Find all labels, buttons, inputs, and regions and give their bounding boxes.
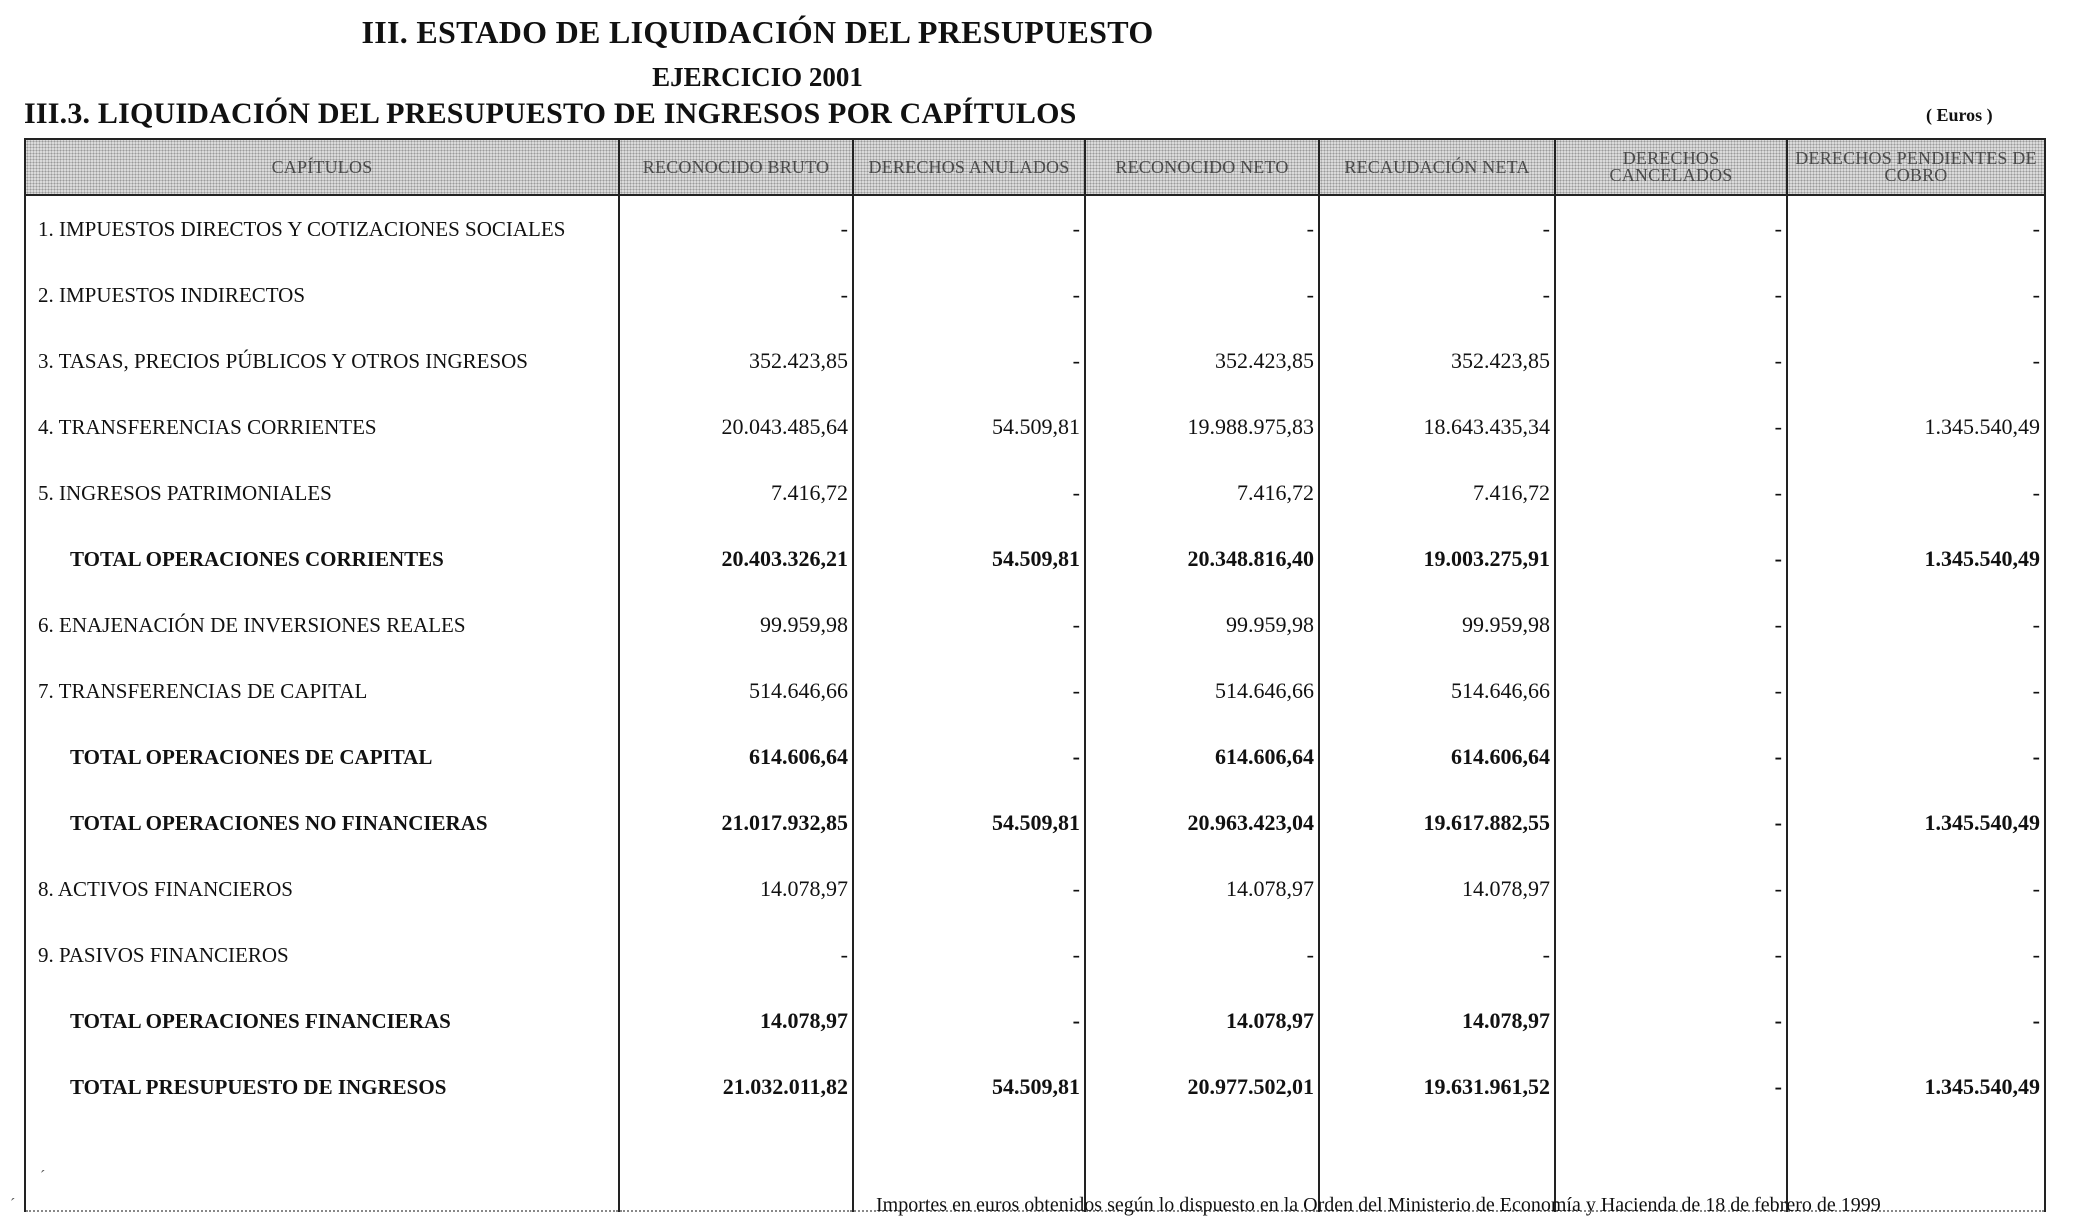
cell-reconocido-neto: 14.078,97 — [1085, 988, 1319, 1054]
table-row — [25, 856, 2045, 922]
cell-recaudacion-neta: 19.003.275,91 — [1319, 526, 1555, 592]
cell-reconocido-neto: 14.078,97 — [1085, 856, 1319, 922]
cell-reconocido-neto: 20.348.816,40 — [1085, 526, 1319, 592]
row-label: TOTAL OPERACIONES CORRIENTES — [25, 526, 619, 592]
cell-reconocido-bruto: - — [619, 922, 853, 988]
row-label: TOTAL OPERACIONES NO FINANCIERAS — [25, 790, 619, 856]
cell-derechos-anulados: - — [853, 592, 1085, 658]
cell-reconocido-neto: 352.423,85 — [1085, 328, 1319, 394]
cell-reconocido-bruto: 20.043.485,64 — [619, 394, 853, 460]
cell-derechos-cancelados: - — [1555, 724, 1787, 790]
cell-reconocido-neto: 20.977.502,01 — [1085, 1054, 1319, 1120]
cell-derechos-cancelados: - — [1555, 526, 1787, 592]
row-label: TOTAL OPERACIONES DE CAPITAL — [25, 724, 619, 790]
cell-reconocido-neto: 514.646,66 — [1085, 658, 1319, 724]
table-row — [25, 328, 2045, 394]
cell-derechos-pendientes: - — [1787, 460, 2045, 526]
cell-derechos-anulados: - — [853, 724, 1085, 790]
row-label: TOTAL PRESUPUESTO DE INGRESOS — [25, 1054, 619, 1120]
table-total-row — [25, 988, 2045, 1054]
cell-derechos-pendientes: - — [1787, 922, 2045, 988]
table-row — [25, 658, 2045, 724]
cell-reconocido-bruto: - — [619, 195, 853, 262]
cell-derechos-pendientes: - — [1787, 724, 2045, 790]
cell-derechos-anulados: - — [853, 922, 1085, 988]
row-label: TOTAL OPERACIONES FINANCIERAS — [25, 988, 619, 1054]
cell-derechos-anulados: - — [853, 195, 1085, 262]
cell-reconocido-bruto: 21.032.011,82 — [619, 1054, 853, 1120]
cell-derechos-pendientes: - — [1787, 195, 2045, 262]
cell-derechos-cancelados: - — [1555, 592, 1787, 658]
cell-derechos-anulados: 54.509,81 — [853, 1054, 1085, 1120]
cell-recaudacion-neta: 19.617.882,55 — [1319, 790, 1555, 856]
empty-cell — [25, 1120, 619, 1211]
cell-derechos-pendientes: - — [1787, 658, 2045, 724]
cell-recaudacion-neta: 614.606,64 — [1319, 724, 1555, 790]
cell-derechos-cancelados: - — [1555, 658, 1787, 724]
cell-reconocido-neto: - — [1085, 262, 1319, 328]
column-header-derechos-cancelados: DERECHOS CANCELADOS — [1555, 139, 1787, 195]
cell-derechos-cancelados: - — [1555, 195, 1787, 262]
table-row — [25, 394, 2045, 460]
table-total-row — [25, 526, 2045, 592]
row-label: 9. PASIVOS FINANCIEROS — [25, 922, 619, 988]
cell-derechos-pendientes: - — [1787, 592, 2045, 658]
cell-derechos-pendientes: 1.345.540,49 — [1787, 790, 2045, 856]
cell-derechos-anulados: - — [853, 856, 1085, 922]
cell-derechos-anulados: - — [853, 658, 1085, 724]
cell-reconocido-neto: 19.988.975,83 — [1085, 394, 1319, 460]
table-total-row — [25, 790, 2045, 856]
cell-recaudacion-neta: - — [1319, 195, 1555, 262]
cell-reconocido-bruto: 614.606,64 — [619, 724, 853, 790]
cell-reconocido-neto: - — [1085, 922, 1319, 988]
footnote: Importes en euros obtenidos según lo dispuesto en la Orden del Ministerio de Economía y Hacienda de 18 de febrero de 1999 — [876, 1194, 1881, 1216]
cell-derechos-anulados: - — [853, 988, 1085, 1054]
cell-derechos-anulados: - — [853, 262, 1085, 328]
cell-derechos-pendientes: 1.345.540,49 — [1787, 526, 2045, 592]
cell-reconocido-neto: 20.963.423,04 — [1085, 790, 1319, 856]
table-body — [25, 195, 2045, 1211]
table-row — [25, 922, 2045, 988]
cell-derechos-cancelados: - — [1555, 856, 1787, 922]
cell-derechos-pendientes: - — [1787, 856, 2045, 922]
cell-recaudacion-neta: 7.416,72 — [1319, 460, 1555, 526]
cell-derechos-pendientes: - — [1787, 988, 2045, 1054]
table-header-row — [25, 139, 2045, 195]
page-subtitle: EJERCICIO 2001 — [652, 62, 863, 92]
cell-derechos-cancelados: - — [1555, 328, 1787, 394]
column-header-reconocido-neto: RECONOCIDO NETO — [1085, 139, 1319, 195]
cell-reconocido-bruto: 514.646,66 — [619, 658, 853, 724]
cell-derechos-cancelados: - — [1555, 988, 1787, 1054]
table-row — [25, 460, 2045, 526]
cell-derechos-anulados: - — [853, 328, 1085, 394]
cell-derechos-pendientes: 1.345.540,49 — [1787, 394, 2045, 460]
cell-derechos-anulados: - — [853, 460, 1085, 526]
cell-reconocido-neto: 7.416,72 — [1085, 460, 1319, 526]
budget-income-table — [24, 138, 2046, 1212]
cell-recaudacion-neta: 14.078,97 — [1319, 988, 1555, 1054]
cell-recaudacion-neta: 14.078,97 — [1319, 856, 1555, 922]
cell-derechos-cancelados: - — [1555, 922, 1787, 988]
cell-reconocido-bruto: 99.959,98 — [619, 592, 853, 658]
scan-artifact-mark: ˊ — [10, 1196, 16, 1213]
cell-derechos-pendientes: - — [1787, 262, 2045, 328]
cell-reconocido-bruto: 20.403.326,21 — [619, 526, 853, 592]
cell-derechos-anulados: 54.509,81 — [853, 790, 1085, 856]
cell-derechos-cancelados: - — [1555, 460, 1787, 526]
table-total-row — [25, 724, 2045, 790]
column-header-reconocido-bruto: RECONOCIDO BRUTO — [619, 139, 853, 195]
table-row — [25, 262, 2045, 328]
cell-derechos-cancelados: - — [1555, 262, 1787, 328]
cell-reconocido-bruto: 7.416,72 — [619, 460, 853, 526]
cell-reconocido-neto: 614.606,64 — [1085, 724, 1319, 790]
cell-recaudacion-neta: 19.631.961,52 — [1319, 1054, 1555, 1120]
cell-reconocido-bruto: 352.423,85 — [619, 328, 853, 394]
row-label: 6. ENAJENACIÓN DE INVERSIONES REALES — [25, 592, 619, 658]
table-row — [25, 195, 2045, 262]
cell-reconocido-bruto: 14.078,97 — [619, 856, 853, 922]
row-label: 3. TASAS, PRECIOS PÚBLICOS Y OTROS INGRESOS — [25, 328, 619, 394]
row-label: 5. INGRESOS PATRIMONIALES — [25, 460, 619, 526]
cell-recaudacion-neta: 99.959,98 — [1319, 592, 1555, 658]
cell-recaudacion-neta: 352.423,85 — [1319, 328, 1555, 394]
cell-reconocido-bruto: 14.078,97 — [619, 988, 853, 1054]
cell-derechos-cancelados: - — [1555, 790, 1787, 856]
cell-reconocido-neto: 99.959,98 — [1085, 592, 1319, 658]
cell-derechos-cancelados: - — [1555, 394, 1787, 460]
table-row — [25, 592, 2045, 658]
column-header-capitulos: CAPÍTULOS — [25, 139, 619, 195]
row-label: 7. TRANSFERENCIAS DE CAPITAL — [25, 658, 619, 724]
row-label: 8. ACTIVOS FINANCIEROS — [25, 856, 619, 922]
cell-derechos-pendientes: 1.345.540,49 — [1787, 1054, 2045, 1120]
cell-reconocido-bruto: 21.017.932,85 — [619, 790, 853, 856]
cell-reconocido-neto: - — [1085, 195, 1319, 262]
scan-artifact-mark: ˊ — [40, 1168, 46, 1185]
currency-note: ( Euros ) — [1926, 105, 1993, 125]
row-label: 4. TRANSFERENCIAS CORRIENTES — [25, 394, 619, 460]
cell-recaudacion-neta: 18.643.435,34 — [1319, 394, 1555, 460]
cell-recaudacion-neta: 514.646,66 — [1319, 658, 1555, 724]
empty-cell — [619, 1120, 853, 1211]
row-label: 1. IMPUESTOS DIRECTOS Y COTIZACIONES SOCIALES — [25, 195, 619, 262]
page-title: III. ESTADO DE LIQUIDACIÓN DEL PRESUPUESTO — [361, 14, 1154, 50]
cell-derechos-anulados: 54.509,81 — [853, 394, 1085, 460]
row-label: 2. IMPUESTOS INDIRECTOS — [25, 262, 619, 328]
column-header-recaudacion-neta: RECAUDACIÓN NETA — [1319, 139, 1555, 195]
cell-recaudacion-neta: - — [1319, 922, 1555, 988]
cell-recaudacion-neta: - — [1319, 262, 1555, 328]
cell-reconocido-bruto: - — [619, 262, 853, 328]
cell-derechos-pendientes: - — [1787, 328, 2045, 394]
table-total-row — [25, 1054, 2045, 1120]
cell-derechos-anulados: 54.509,81 — [853, 526, 1085, 592]
column-header-derechos-pendientes: DERECHOS PENDIENTES DE COBRO — [1787, 139, 2045, 195]
cell-derechos-cancelados: - — [1555, 1054, 1787, 1120]
section-title: III.3. LIQUIDACIÓN DEL PRESUPUESTO DE INGRESOS POR CAPÍTULOS — [24, 97, 1077, 130]
column-header-derechos-anulados: DERECHOS ANULADOS — [853, 139, 1085, 195]
